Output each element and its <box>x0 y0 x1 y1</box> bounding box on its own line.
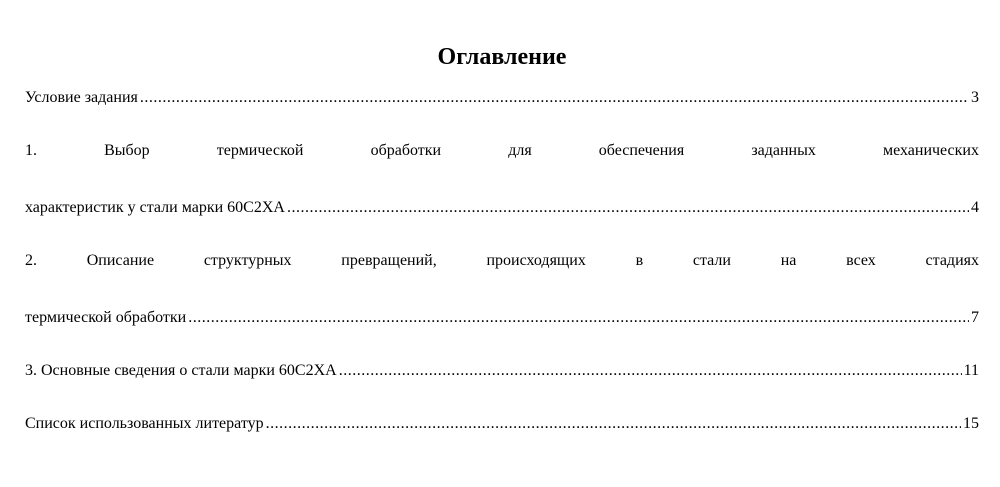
toc-entry-text: характеристик у стали марки 60С2ХА <box>25 199 285 216</box>
toc-entry[interactable] <box>25 247 979 332</box>
toc-title: Оглавление <box>437 44 567 70</box>
toc-entry[interactable] <box>25 84 979 112</box>
toc-entry-first-line: 2. Описание структурных превращений, происходящих в стали на всех стадиях <box>25 252 979 269</box>
toc-page-number: 4 <box>971 199 979 216</box>
toc-page-number: 11 <box>963 362 979 379</box>
dot-leader <box>266 410 961 438</box>
toc-entry-text: 3. Основные сведения о стали марки 60С2ХА <box>25 362 337 379</box>
toc-page-number: 7 <box>971 309 979 326</box>
dot-leader <box>188 304 969 332</box>
toc-entry[interactable] <box>25 410 979 438</box>
toc-list <box>25 84 979 438</box>
dot-leader <box>339 357 962 385</box>
toc-entry[interactable] <box>25 137 979 222</box>
toc-page-number: 15 <box>963 415 979 432</box>
toc-entry-text: термической обработки <box>25 309 187 326</box>
toc-entry[interactable] <box>25 357 979 385</box>
dot-leader <box>287 194 969 222</box>
toc-page-number: 3 <box>971 89 979 106</box>
toc-entry-text: Список использованных литератур <box>25 415 264 432</box>
toc-entry-first-line: 1. Выбор термической обработки для обеспечения заданных механических <box>25 142 979 159</box>
toc-entry-text: Условие задания <box>25 89 138 106</box>
dot-leader <box>140 84 969 112</box>
